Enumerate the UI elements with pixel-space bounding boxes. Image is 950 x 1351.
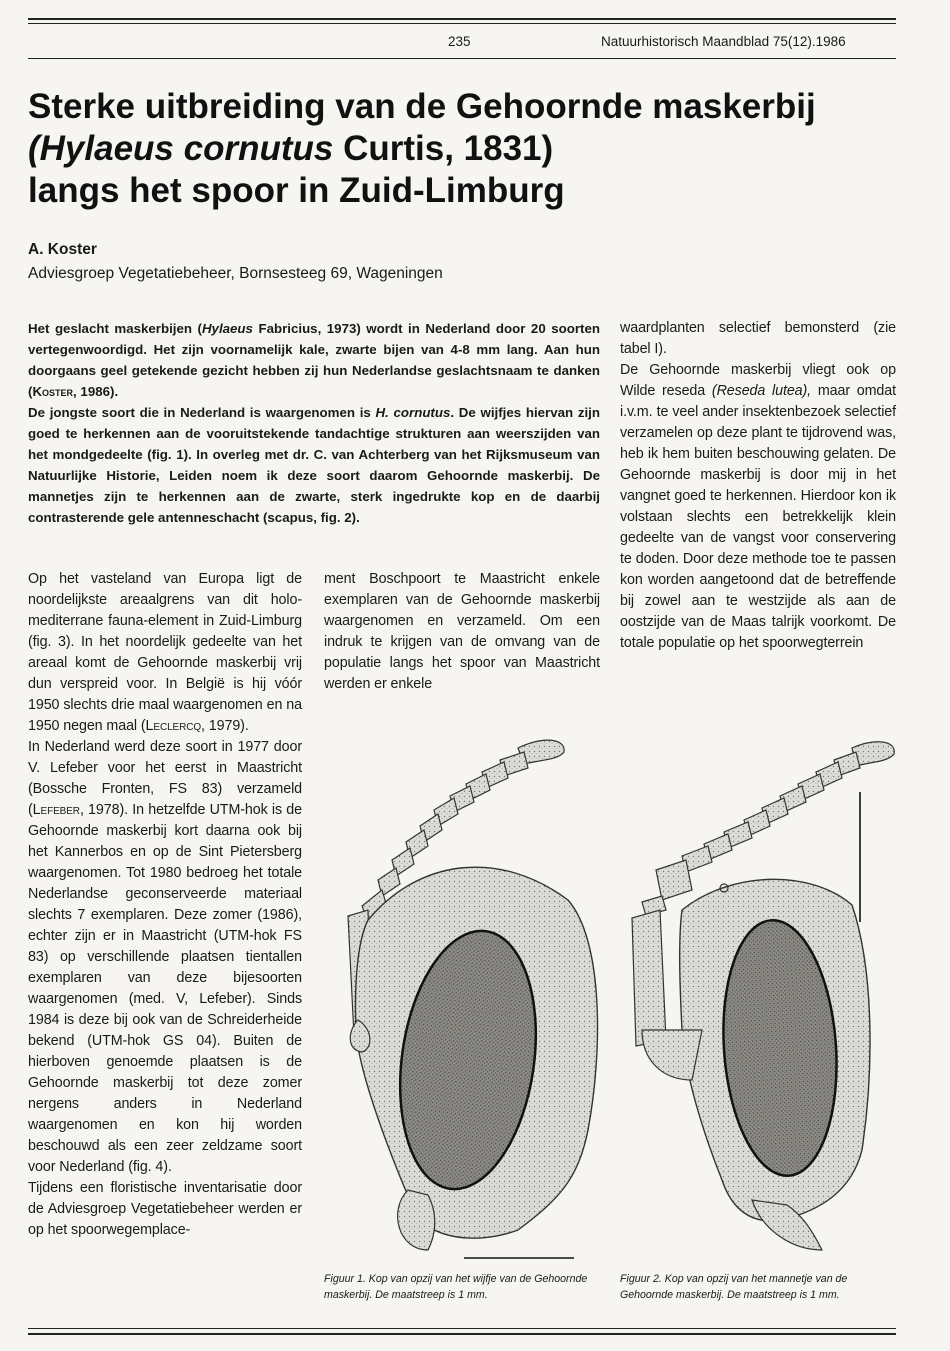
title-line-2 bbox=[28, 128, 888, 170]
body-paragraph bbox=[28, 737, 302, 1178]
article-title bbox=[28, 86, 888, 212]
figure-1-female-head-drawing bbox=[318, 730, 608, 1270]
abstract-text: De jongste soort die in Nederland is waargenomen is bbox=[28, 405, 376, 420]
figure-2-caption: Figuur 2. Kop van opzij van het mannetje van de Gehoornde maskerbij. De maatstreep is 1 mm. bbox=[620, 1273, 848, 1301]
citation: Leclercq bbox=[145, 718, 202, 734]
title-authority: Curtis, 1831) bbox=[333, 129, 554, 168]
body-paragraph: waardplanten selectief bemonsterd (zie tabel I). bbox=[620, 320, 896, 357]
figure-1-caption: Figuur 1. Kop van opzij van het wijfje van de Gehoornde maskerbij. De maatstreep is 1 mm. bbox=[324, 1273, 588, 1301]
body-text: , 1979). bbox=[201, 718, 249, 734]
abstract-citation: Koster bbox=[32, 384, 74, 399]
abstract bbox=[28, 318, 600, 528]
body-paragraph bbox=[28, 569, 302, 737]
body-text: maar omdat i.v.m. te veel ander insektenbezoek selectief verzamelen op deze plant te tijdrovend was, heb ik hem buiten beschouwing gelaten. De Gehoornde maskerbij is door mij in het vangnet goed te herkennen. Hierdoor kon ik volstaan slechts een betrekkelijk klein gedeelte van de vangst voor conservering te doden. Door deze methode toe te passen kon worden aangetoond dat de betreffende bij zowel aan te westzijde als aan de oostzijde van de Maas talrijk voorkomt. De totale populatie op het spoorwegterrein bbox=[620, 383, 897, 651]
body-column-3 bbox=[620, 318, 896, 654]
abstract-text: , 1986). bbox=[73, 384, 119, 399]
author-name: A. Koster bbox=[28, 241, 97, 258]
body-paragraph: ment Boschpoort te Maastricht enkele exemplaren van de Gehoornde maskerbij waargenomen en verzameld. Om een indruk te krijgen van de omvang van de populatie langs het spoor van Maastricht werden er enkele bbox=[324, 571, 600, 692]
title-species-name: (Hylaeus cornutus bbox=[28, 129, 334, 168]
title-line-1: Sterke uitbreiding van de Gehoornde maskerbij bbox=[28, 87, 816, 126]
citation: Lefeber bbox=[32, 802, 80, 818]
bottom-rule-thick bbox=[28, 1333, 896, 1335]
header-rule bbox=[28, 58, 896, 59]
body-text: In Nederland werd deze soort in 1977 door V. Lefeber voor het eerst in Maastricht (Bossche Fronten, FS 83) verzameld ( bbox=[28, 739, 302, 818]
abstract-paragraph-1 bbox=[28, 318, 600, 402]
top-rule-thin bbox=[28, 23, 896, 24]
abstract-genus: Hylaeus bbox=[201, 321, 253, 336]
abstract-text: . De wijfjes hiervan zijn goed te herkennen aan de vooruitstekende tandachtige strukturen aan weerszijden van het mondgedeelte (fig. 1). In overleg met dr. C. van Achterberg van het Rijksmuseum van Natuurlijke Historie, Leiden noem ik deze soort daarom Gehoornde maskerbij. De mannetjes zijn te herkennen aan de zwarte, sterk ingedrukte kop en de daarbij contrasterende gele antenneschacht (scapus, fig. 2). bbox=[28, 405, 600, 525]
body-column-1 bbox=[28, 569, 302, 1241]
abstract-paragraph-2 bbox=[28, 402, 600, 528]
body-paragraph bbox=[620, 360, 896, 654]
top-rule-thick bbox=[28, 18, 896, 20]
body-text: De Gehoornde maskerbij vliegt ook op Wilde reseda bbox=[620, 362, 896, 399]
body-text: , 1978). In hetzelfde UTM-hok is de Gehoornde maskerbij kort daarna ook bij het Kannerbos en op de Sint Pietersberg waargenomen. Tot 1980 bedroeg het totale Nederlandse geconserveerde materiaal slechts 7 exemplaren. Deze zomer (1986), echter zijn er in Maastricht (UTM-hok FS 83) op verschillende plaatsen tientallen exemplaren van deze bijesoorten waargenomen (med. V, Lefeber). Sinds 1984 is deze bij ook van de Schreiderheide bekend (UTM-hok GS 04). Buiten de hierboven genoemde plaatsen is de Gehoornde maskerbij tot deze zomer nergens anders in Nederland waargenomen en kon hij worden beschouwd als een zeer zeldzame soort voor Nederland (fig. 4). bbox=[28, 802, 302, 1175]
species-name: (Reseda lutea), bbox=[711, 383, 812, 399]
abstract-species: H. cornutus bbox=[375, 405, 451, 420]
bottom-rule-thin bbox=[28, 1328, 896, 1329]
figure-2-male-head-drawing bbox=[612, 730, 902, 1270]
title-line-3: langs het spoor in Zuid-Limburg bbox=[28, 171, 565, 210]
body-text: Op het vasteland van Europa ligt de noordelijkste areaalgrens van dit holo-mediterrane fauna-element in Zuid-Limburg (fig. 3). In het noordelijk gedeelte van het areaal komt de Gehoornde maskerbij vrij dun verspreid voor. In België is hij vóór 1950 slechts drie maal waargenomen en na 1950 negen maal ( bbox=[28, 571, 302, 734]
body-column-2 bbox=[324, 569, 600, 695]
page-number: 235 bbox=[448, 34, 471, 49]
author-affiliation: Adviesgroep Vegetatiebeheer, Bornsesteeg 69, Wageningen bbox=[28, 265, 443, 282]
journal-citation: Natuurhistorisch Maandblad 75(12).1986 bbox=[601, 34, 846, 49]
abstract-text: Fabricius, 1973) wordt in Nederland door 20 soorten vertegenwoordigd. Het zijn voornamelijk kale, zwarte bijen van 4-8 mm lang. Aan hun doorgaans geel getekende gezicht hebben zij hun Nederlandse geslachtsnaam te danken ( bbox=[28, 321, 600, 399]
body-paragraph: Tijdens een floristische inventarisatie door de Adviesgroep Vegetatiebeheer werden er op het spoorwegemplace- bbox=[28, 1180, 302, 1238]
abstract-text: Het geslacht maskerbijen ( bbox=[28, 321, 202, 336]
